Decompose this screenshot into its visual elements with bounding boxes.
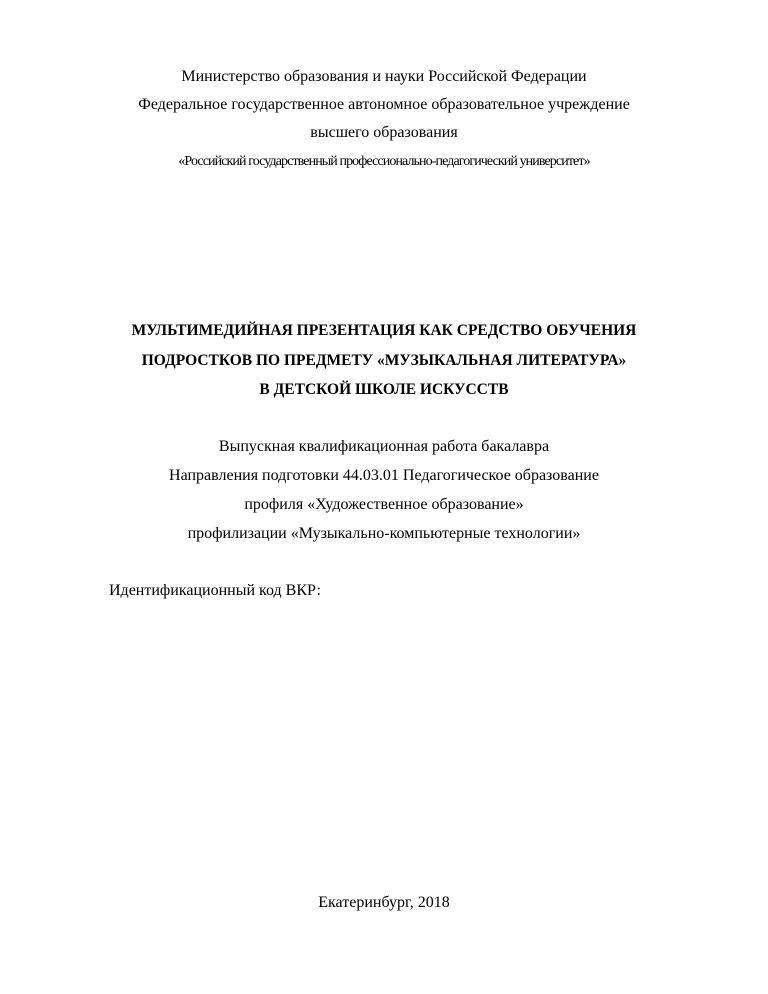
specialization-line: профилизации «Музыкально-компьютерные технологии»: [187, 525, 581, 542]
profile-line: профиля «Художественное образование»: [244, 496, 524, 513]
university-name-line: «Российский государственный профессионально-педагогический университет»: [178, 154, 590, 169]
education-level-line: высшего образования: [310, 124, 458, 141]
thesis-title-line-1: МУЛЬТИМЕДИЙНАЯ ПРЕЗЕНТАЦИЯ КАК СРЕДСТВО ОБУЧЕНИЯ: [131, 322, 637, 339]
direction-line: Направления подготовки 44.03.01 Педагогическое образование: [169, 467, 599, 484]
thesis-title-line-2: ПОДРОСТКОВ ПО ПРЕДМЕТУ «МУЗЫКАЛЬНАЯ ЛИТЕРАТУРА»: [141, 352, 627, 369]
identification-code-label: Идентификационный код ВКР:: [109, 582, 321, 599]
ministry-line: Министерство образования и науки Российской Федерации: [181, 68, 587, 85]
institution-type-line: Федеральное государственное автономное образовательное учреждение: [138, 96, 630, 113]
thesis-title-line-3: В ДЕТСКОЙ ШКОЛЕ ИСКУССТВ: [259, 381, 509, 398]
work-type-line: Выпускная квалификационная работа бакалавра: [218, 438, 550, 455]
city-year-line: Екатеринбург, 2018: [318, 894, 450, 911]
